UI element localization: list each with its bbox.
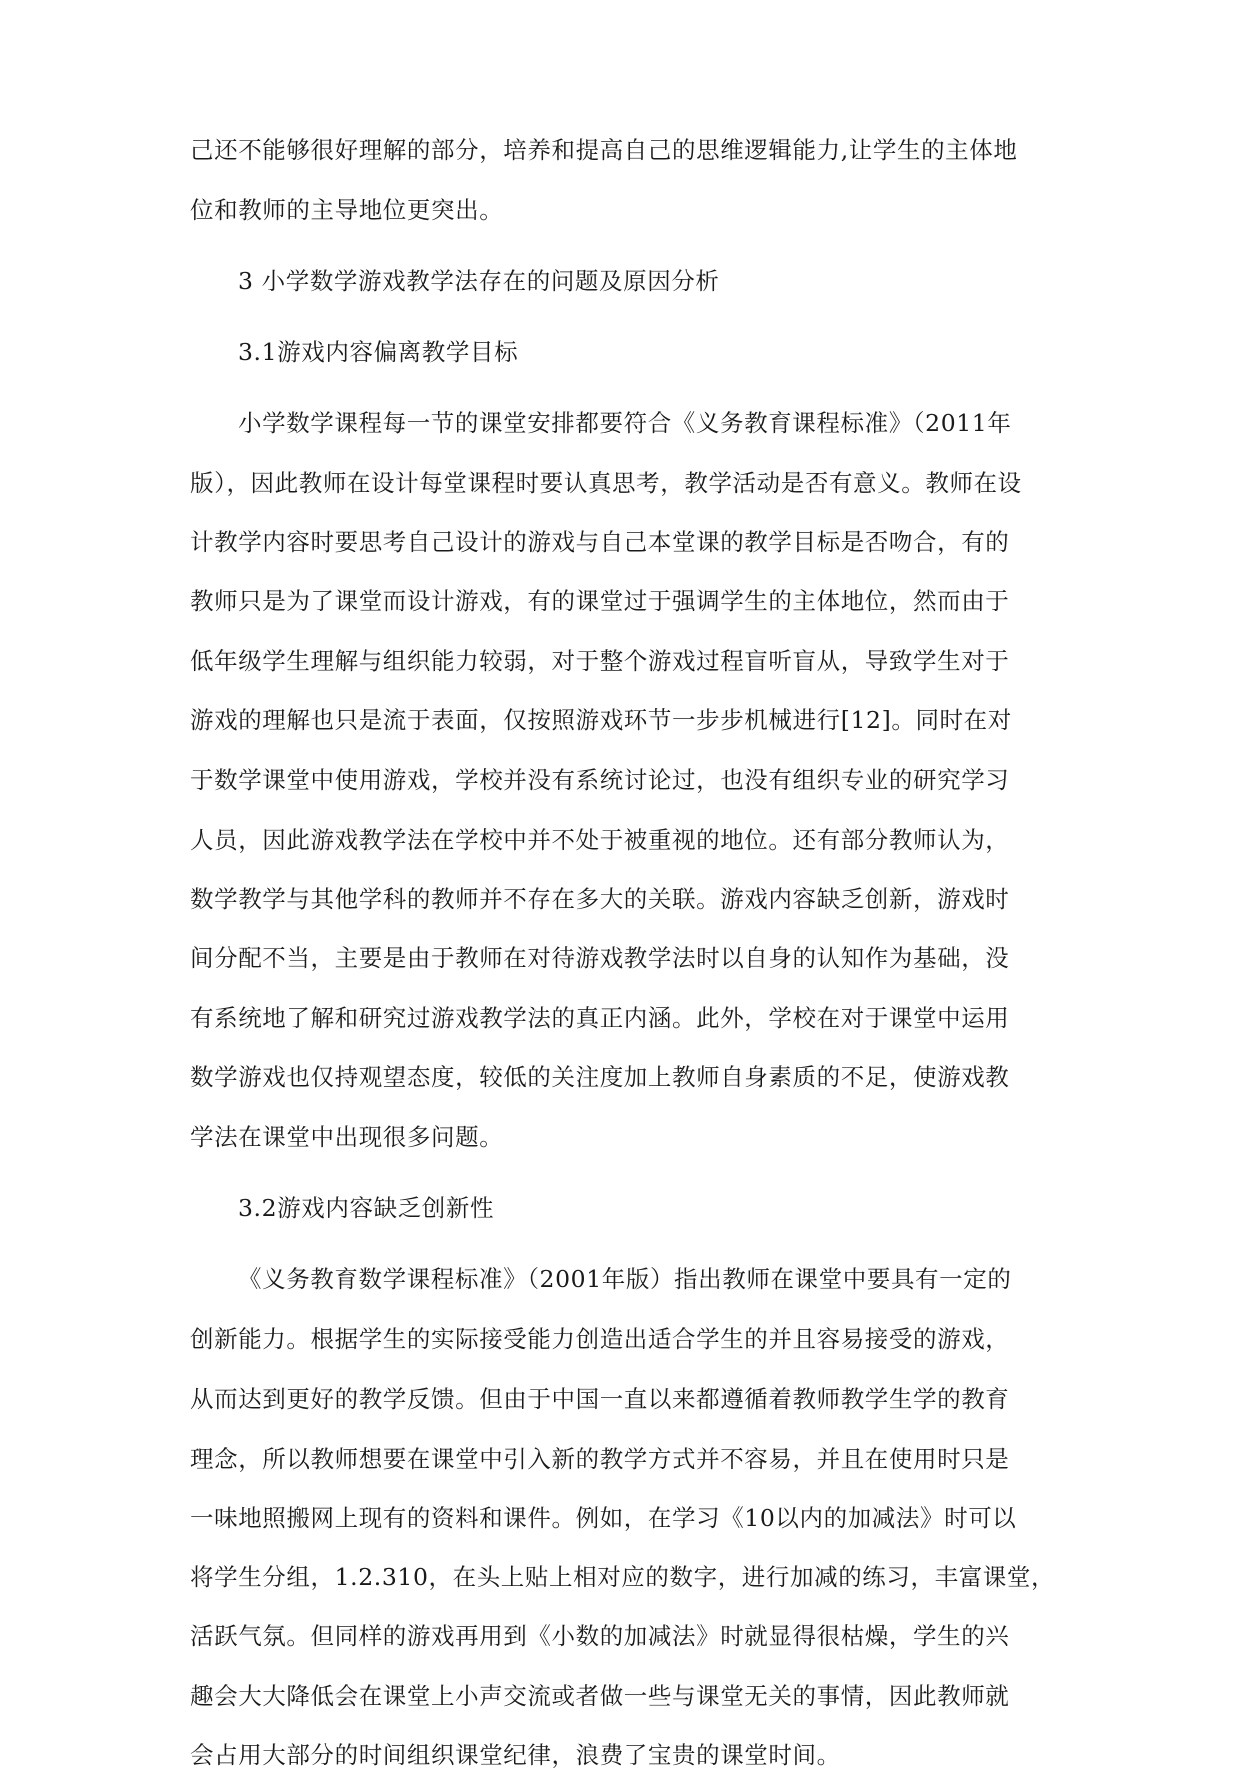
body-text-line: 间分配不当，主要是由于教师在对待游戏教学法时以自身的认知作为基础，没 xyxy=(190,944,1010,972)
body-text-line: 教师只是为了课堂而设计游戏，有的课堂过于强调学生的主体地位，然而由于 xyxy=(190,587,1010,615)
body-text-line: 一味地照搬网上现有的资料和课件。例如，在学习《10以内的加减法》时可以 xyxy=(190,1504,1017,1532)
body-text-line: 数学游戏也仅持观望态度，较低的关注度加上教师自身素质的不足，使游戏教 xyxy=(190,1063,1010,1091)
body-text-line: 有系统地了解和研究过游戏教学法的真正内涵。此外，学校在对于课堂中运用 xyxy=(190,1004,1010,1032)
subsection-heading: 3.1游戏内容偏离教学目标 xyxy=(238,338,519,366)
body-text-line: 低年级学生理解与组织能力较弱，对于整个游戏过程盲听盲从，导致学生对于 xyxy=(190,647,1010,675)
body-text-line: 理念，所以教师想要在课堂中引入新的教学方式并不容易，并且在使用时只是 xyxy=(190,1445,1010,1473)
body-text-line: 从而达到更好的教学反馈。但由于中国一直以来都遵循着教师教学生学的教育 xyxy=(190,1385,1010,1413)
body-text-line: 于数学课堂中使用游戏，学校并没有系统讨论过，也没有组织专业的研究学习 xyxy=(190,766,1010,794)
body-text-line: 版），因此教师在设计每堂课程时要认真思考，教学活动是否有意义。教师在设 xyxy=(190,469,1022,497)
body-text-line: 位和教师的主导地位更突出。 xyxy=(190,196,504,224)
body-text-line: 人员，因此游戏教学法在学校中并不处于被重视的地位。还有部分教师认为， xyxy=(190,826,1010,854)
subsection-heading: 3.2游戏内容缺乏创新性 xyxy=(238,1194,495,1222)
body-text-line: 会占用大部分的时间组织课堂纪律，浪费了宝贵的课堂时间。 xyxy=(190,1741,841,1769)
body-text-line: 己还不能够很好理解的部分，培养和提高自己的思维逻辑能力,让学生的主体地 xyxy=(190,136,1018,164)
body-text-line: 《义务教育数学课程标准》（2001年版）指出教师在课堂中要具有一定的 xyxy=(238,1265,1012,1293)
body-text-line: 计教学内容时要思考自己设计的游戏与自己本堂课的教学目标是否吻合，有的 xyxy=(190,528,1010,556)
body-text-line: 创新能力。根据学生的实际接受能力创造出适合学生的并且容易接受的游戏， xyxy=(190,1325,1010,1353)
body-text-line: 将学生分组，1.2.310，在头上贴上相对应的数字，进行加减的练习，丰富课堂， xyxy=(190,1563,1056,1591)
body-text-line: 活跃气氛。但同样的游戏再用到《小数的加减法》时就显得很枯燥，学生的兴 xyxy=(190,1622,1010,1650)
body-text-line: 数学教学与其他学科的教师并不存在多大的关联。游戏内容缺乏创新，游戏时 xyxy=(190,885,1010,913)
section-heading: 3 小学数学游戏教学法存在的问题及原因分析 xyxy=(238,267,720,295)
body-text-line: 趣会大大降低会在课堂上小声交流或者做一些与课堂无关的事情，因此教师就 xyxy=(190,1682,1010,1710)
body-text-line: 游戏的理解也只是流于表面，仅按照游戏环节一步步机械进行[12]。同时在对 xyxy=(190,706,1012,734)
body-text-line: 小学数学课程每一节的课堂安排都要符合《义务教育课程标准》（2011年 xyxy=(238,409,1012,437)
body-text-line: 学法在课堂中出现很多问题。 xyxy=(190,1123,504,1151)
